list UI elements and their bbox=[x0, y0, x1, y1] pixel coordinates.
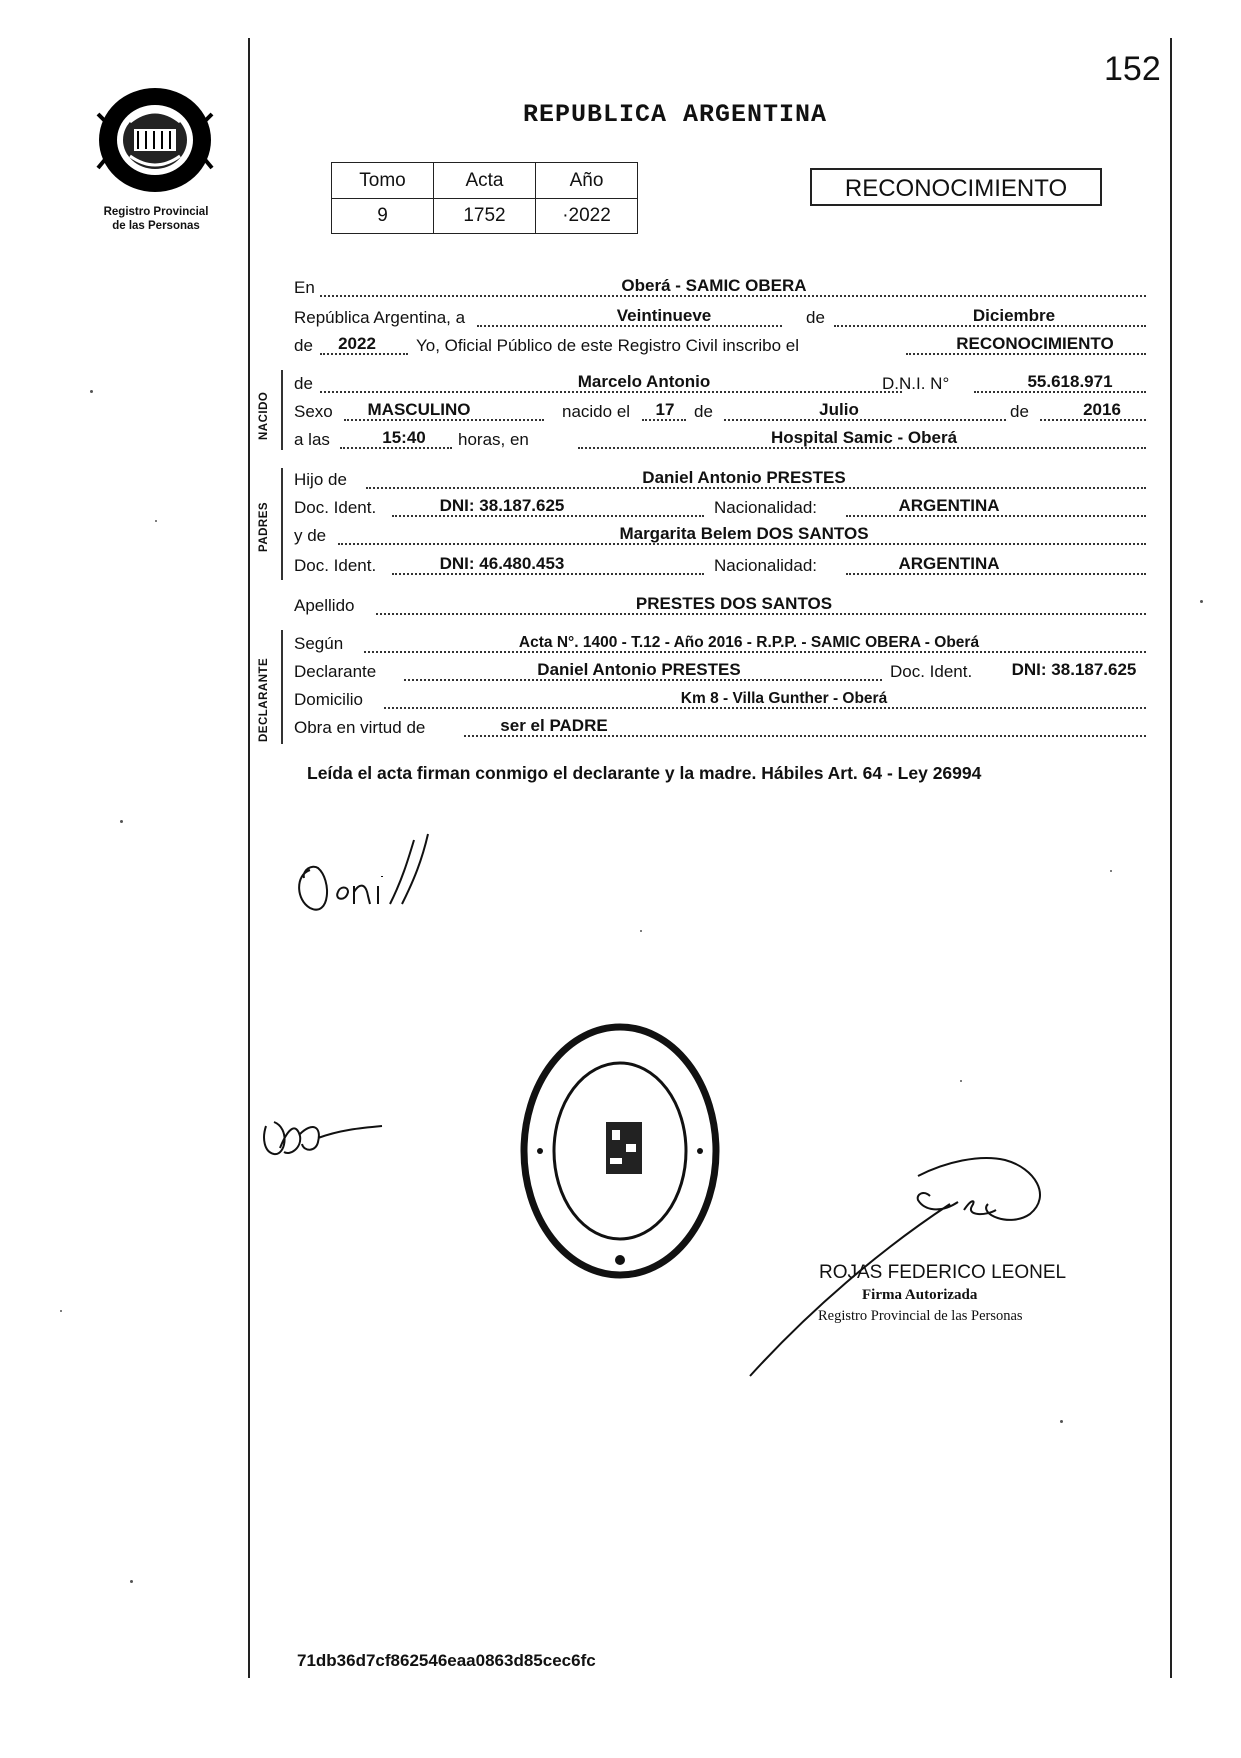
en-label: En bbox=[294, 278, 315, 297]
apellido-label: Apellido bbox=[294, 596, 355, 615]
row-en bbox=[294, 276, 1152, 300]
row-declarante bbox=[294, 660, 1152, 684]
declarante-section-label: DECLARANTE bbox=[258, 657, 270, 742]
scan-speck bbox=[155, 520, 157, 522]
nacido-bracket bbox=[281, 370, 283, 450]
scan-speck bbox=[960, 1080, 962, 1082]
birth-month-value: Julio bbox=[819, 400, 859, 419]
value-ano: ·2022 bbox=[536, 199, 638, 234]
value-tomo: 9 bbox=[332, 199, 434, 234]
scan-speck bbox=[1060, 1420, 1063, 1423]
value-acta: 1752 bbox=[434, 199, 536, 234]
logo-caption-line2: de las Personas bbox=[112, 220, 200, 232]
officer-title: Firma Autorizada bbox=[862, 1287, 978, 1303]
hijo-label: Hijo de bbox=[294, 470, 347, 489]
header-acta: Acta bbox=[434, 163, 536, 199]
segun-label: Según bbox=[294, 634, 344, 653]
official-text: Yo, Oficial Público de este Registro Civil inscribo el bbox=[416, 336, 799, 355]
father-nationality-value: ARGENTINA bbox=[898, 496, 1000, 515]
horas-label: horas, en bbox=[458, 430, 529, 449]
nacido-label: nacido el bbox=[562, 402, 631, 421]
obra-label: Obra en virtud de bbox=[294, 718, 426, 737]
day-value: Veintinueve bbox=[616, 306, 712, 325]
row-nacido-name bbox=[294, 372, 1152, 396]
place-value: Oberá - SAMIC OBERA bbox=[621, 276, 807, 295]
row-mother-doc bbox=[294, 554, 1152, 578]
declarante-value: Daniel Antonio PRESTES bbox=[537, 660, 741, 679]
de-label: de bbox=[806, 308, 825, 327]
birth-year-value: 2016 bbox=[1083, 400, 1121, 419]
document-type-box: RECONOCIMIENTO bbox=[810, 168, 1102, 206]
registry-table bbox=[331, 162, 638, 234]
nacido-section-label: NACIDO bbox=[258, 391, 270, 440]
doc-ident-label: Doc. Ident. bbox=[294, 556, 377, 575]
declarante-bracket bbox=[281, 630, 283, 744]
official-seal bbox=[520, 1022, 720, 1280]
mother-doc-value: DNI: 46.480.453 bbox=[439, 554, 565, 573]
doc-ident-label: Doc. Ident. bbox=[890, 662, 973, 681]
page-number: 152 bbox=[1104, 50, 1161, 88]
declarante-doc-value: DNI: 38.187.625 bbox=[1011, 660, 1137, 679]
right-margin-line bbox=[1170, 38, 1172, 1678]
year-value: 2022 bbox=[338, 334, 376, 353]
y-de-label: y de bbox=[294, 526, 327, 545]
declarante-label: Declarante bbox=[294, 662, 377, 681]
scan-speck bbox=[120, 820, 123, 823]
header-ano: Año bbox=[536, 163, 638, 199]
row-obra bbox=[294, 716, 1152, 740]
province-coat-of-arms-logo bbox=[94, 84, 216, 196]
republica-label: República Argentina, a bbox=[294, 308, 466, 327]
row-date bbox=[294, 306, 1152, 330]
segun-value: Acta N°. 1400 - T.12 - Año 2016 - R.P.P. - SAMIC OBERA - Oberá bbox=[518, 634, 980, 651]
doc-ident-label: Doc. Ident. bbox=[294, 498, 377, 517]
document-hash-code: 71db36d7cf862546eaa0863d85cec6fc bbox=[297, 1651, 596, 1670]
officer-registry: Registro Provincial de las Personas bbox=[818, 1308, 1023, 1324]
dni-label: D.N.I. N° bbox=[882, 374, 950, 393]
nacionalidad-label: Nacionalidad: bbox=[714, 498, 818, 517]
scan-speck bbox=[1110, 870, 1112, 872]
de-label: de bbox=[1010, 402, 1029, 421]
scan-speck bbox=[130, 1580, 133, 1583]
domicilio-value: Km 8 - Villa Gunther - Oberá bbox=[680, 690, 888, 707]
row-nacido-sexo bbox=[294, 400, 1152, 424]
scan-speck bbox=[1200, 600, 1203, 603]
mother-signature bbox=[260, 1108, 390, 1168]
mother-name-value: Margarita Belem DOS SANTOS bbox=[619, 524, 869, 543]
father-doc-value: DNI: 38.187.625 bbox=[439, 496, 565, 515]
scan-speck bbox=[60, 1310, 62, 1312]
registry-table-header-row bbox=[332, 163, 638, 199]
padres-section-label: PADRES bbox=[258, 501, 270, 552]
birth-day-value: 17 bbox=[655, 400, 675, 419]
father-name-value: Daniel Antonio PRESTES bbox=[642, 468, 846, 487]
row-father-doc bbox=[294, 496, 1152, 520]
declarant-signature bbox=[290, 830, 460, 940]
logo-caption bbox=[84, 205, 228, 233]
officer-signature bbox=[740, 1140, 1100, 1380]
officer-name: ROJAS FEDERICO LEONEL bbox=[819, 1262, 1067, 1283]
mother-nationality-value: ARGENTINA bbox=[898, 554, 1000, 573]
closing-text: Leída el acta firman conmigo el declarante y la madre. Hábiles Art. 64 - Ley 26994 bbox=[307, 763, 982, 783]
year-prefix: de bbox=[294, 336, 313, 355]
scan-speck bbox=[640, 930, 642, 932]
row-segun bbox=[294, 632, 1152, 656]
child-name-value: Marcelo Antonio bbox=[577, 372, 711, 391]
row-nacido-time bbox=[294, 428, 1152, 452]
time-value: 15:40 bbox=[382, 428, 426, 447]
nacionalidad-label: Nacionalidad: bbox=[714, 556, 818, 575]
sexo-label: Sexo bbox=[294, 402, 333, 421]
row-domicilio bbox=[294, 688, 1152, 712]
domicilio-label: Domicilio bbox=[294, 690, 363, 709]
child-dni-value: 55.618.971 bbox=[1027, 372, 1113, 391]
apellido-value: PRESTES DOS SANTOS bbox=[635, 594, 833, 613]
de-label: de bbox=[694, 402, 713, 421]
row-year bbox=[294, 334, 1152, 358]
obra-value: ser el PADRE bbox=[500, 716, 608, 735]
row-father bbox=[294, 468, 1152, 492]
padres-bracket bbox=[281, 468, 283, 580]
left-margin-line bbox=[248, 38, 250, 1678]
month-value: Diciembre bbox=[972, 306, 1056, 325]
de-label: de bbox=[294, 374, 313, 393]
sexo-value: MASCULINO bbox=[367, 400, 471, 419]
act-value: RECONOCIMIENTO bbox=[956, 334, 1114, 353]
a-las-label: a las bbox=[294, 430, 330, 449]
scan-speck bbox=[90, 390, 93, 393]
row-apellido bbox=[294, 594, 1152, 618]
logo-caption-line1: Registro Provincial bbox=[103, 206, 209, 218]
birth-place-value: Hospital Samic - Oberá bbox=[770, 428, 958, 447]
row-mother bbox=[294, 524, 1152, 548]
country-title: REPUBLICA ARGENTINA bbox=[523, 100, 828, 129]
registry-table-value-row bbox=[332, 199, 638, 234]
header-tomo: Tomo bbox=[332, 163, 434, 199]
